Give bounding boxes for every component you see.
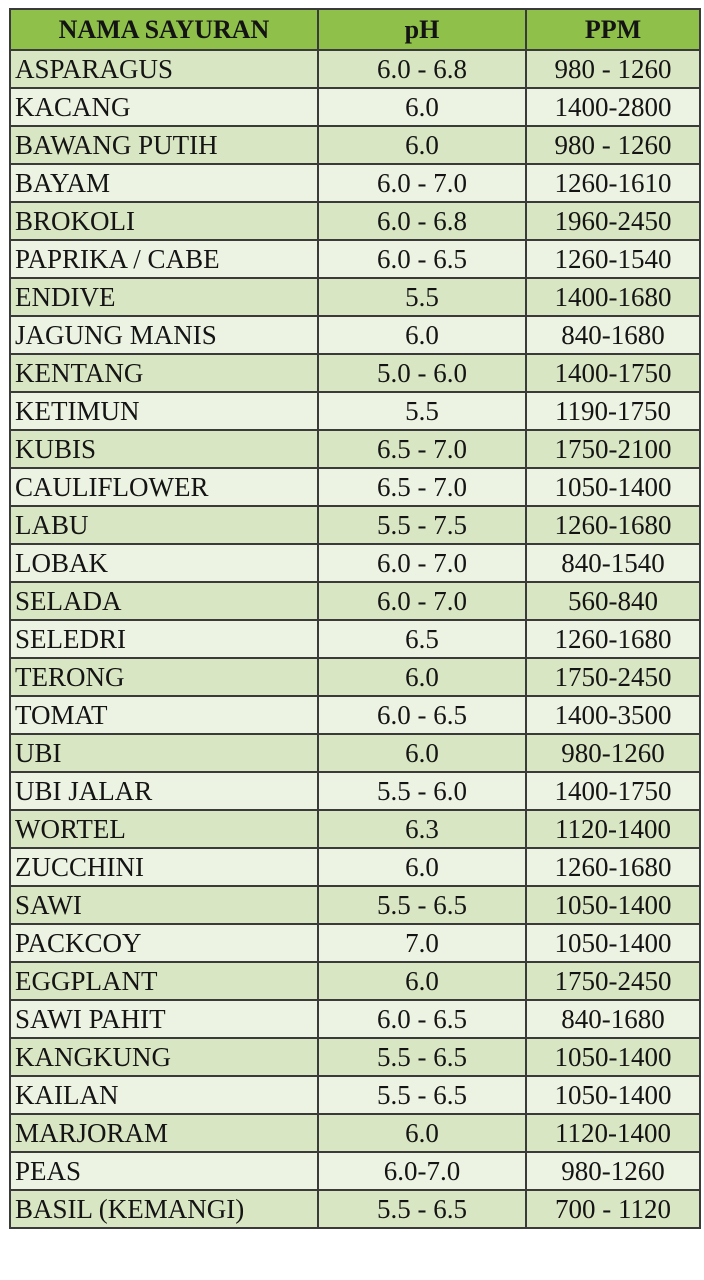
- ph-cell: 5.0 - 6.0: [318, 354, 526, 392]
- table-row: [10, 1152, 700, 1190]
- vegetable-name-cell: KANGKUNG: [10, 1038, 318, 1076]
- table-body: [10, 50, 700, 1228]
- vegetable-name-cell: LOBAK: [10, 544, 318, 582]
- ph-cell: 5.5 - 7.5: [318, 506, 526, 544]
- ppm-cell: 1260-1540: [526, 240, 700, 278]
- table-row: [10, 1114, 700, 1152]
- table-row: [10, 772, 700, 810]
- vegetable-name-cell: UBI JALAR: [10, 772, 318, 810]
- table-row: [10, 50, 700, 88]
- ph-cell: 5.5: [318, 278, 526, 316]
- ph-cell: 5.5 - 6.5: [318, 1038, 526, 1076]
- ppm-cell: 1260-1680: [526, 620, 700, 658]
- table-row: [10, 1000, 700, 1038]
- vegetable-name-cell: ZUCCHINI: [10, 848, 318, 886]
- vegetable-name-cell: EGGPLANT: [10, 962, 318, 1000]
- vegetable-name-cell: MARJORAM: [10, 1114, 318, 1152]
- table-row: [10, 88, 700, 126]
- ppm-cell: 1960-2450: [526, 202, 700, 240]
- table-row: [10, 354, 700, 392]
- table-row: [10, 658, 700, 696]
- table-row: [10, 202, 700, 240]
- ppm-cell: 1400-1750: [526, 354, 700, 392]
- ph-cell: 5.5: [318, 392, 526, 430]
- ppm-cell: 1050-1400: [526, 924, 700, 962]
- vegetable-name-cell: PAPRIKA / CABE: [10, 240, 318, 278]
- ph-cell: 6.0: [318, 734, 526, 772]
- ph-cell: 6.0 - 6.5: [318, 240, 526, 278]
- vegetable-name-cell: KUBIS: [10, 430, 318, 468]
- ph-cell: 6.3: [318, 810, 526, 848]
- ppm-cell: 1050-1400: [526, 468, 700, 506]
- ppm-cell: 1120-1400: [526, 1114, 700, 1152]
- table-row: [10, 164, 700, 202]
- vegetable-name-cell: KACANG: [10, 88, 318, 126]
- ph-cell: 6.0: [318, 962, 526, 1000]
- table-header: [10, 9, 700, 50]
- table-row: [10, 696, 700, 734]
- vegetable-name-cell: TOMAT: [10, 696, 318, 734]
- table-row: [10, 1190, 700, 1228]
- table-row: [10, 506, 700, 544]
- ph-cell: 5.5 - 6.5: [318, 886, 526, 924]
- vegetable-name-cell: BROKOLI: [10, 202, 318, 240]
- ph-cell: 6.5 - 7.0: [318, 430, 526, 468]
- table-row: [10, 392, 700, 430]
- ppm-cell: 1750-2100: [526, 430, 700, 468]
- vegetable-name-cell: SAWI: [10, 886, 318, 924]
- table-row: [10, 734, 700, 772]
- ppm-cell: 1260-1610: [526, 164, 700, 202]
- ph-cell: 6.5 - 7.0: [318, 468, 526, 506]
- ph-cell: 6.0: [318, 316, 526, 354]
- ppm-cell: 1750-2450: [526, 962, 700, 1000]
- vegetable-name-cell: PEAS: [10, 1152, 318, 1190]
- vegetable-name-cell: JAGUNG MANIS: [10, 316, 318, 354]
- ppm-cell: 1400-2800: [526, 88, 700, 126]
- ph-cell: 6.0 - 6.8: [318, 202, 526, 240]
- ph-cell: 6.0 - 6.5: [318, 696, 526, 734]
- vegetable-name-cell: UBI: [10, 734, 318, 772]
- ppm-cell: 980 - 1260: [526, 126, 700, 164]
- ppm-cell: 980-1260: [526, 1152, 700, 1190]
- vegetable-name-cell: BAYAM: [10, 164, 318, 202]
- ppm-cell: 700 - 1120: [526, 1190, 700, 1228]
- ppm-cell: 1190-1750: [526, 392, 700, 430]
- vegetable-name-cell: BAWANG PUTIH: [10, 126, 318, 164]
- vegetable-name-cell: WORTEL: [10, 810, 318, 848]
- table-row: [10, 468, 700, 506]
- table-row: [10, 810, 700, 848]
- table-row: [10, 240, 700, 278]
- ppm-cell: 1050-1400: [526, 1038, 700, 1076]
- table-row: [10, 1076, 700, 1114]
- ppm-cell: 1400-1750: [526, 772, 700, 810]
- ph-cell: 6.0 - 6.5: [318, 1000, 526, 1038]
- ppm-cell: 840-1680: [526, 1000, 700, 1038]
- ph-cell: 6.0: [318, 126, 526, 164]
- ppm-cell: 1050-1400: [526, 1076, 700, 1114]
- vegetable-name-cell: SAWI PAHIT: [10, 1000, 318, 1038]
- table-row: [10, 886, 700, 924]
- vegetable-name-cell: SELADA: [10, 582, 318, 620]
- header-ppm: PPM: [526, 9, 700, 50]
- ppm-cell: 1050-1400: [526, 886, 700, 924]
- table-row: [10, 848, 700, 886]
- ppm-cell: 560-840: [526, 582, 700, 620]
- vegetable-name-cell: TERONG: [10, 658, 318, 696]
- vegetable-name-cell: ASPARAGUS: [10, 50, 318, 88]
- ph-cell: 5.5 - 6.5: [318, 1190, 526, 1228]
- ph-cell: 6.0-7.0: [318, 1152, 526, 1190]
- vegetable-name-cell: PACKCOY: [10, 924, 318, 962]
- ppm-cell: 1400-3500: [526, 696, 700, 734]
- ppm-cell: 1260-1680: [526, 848, 700, 886]
- ph-cell: 6.5: [318, 620, 526, 658]
- table-row: [10, 582, 700, 620]
- vegetable-name-cell: KENTANG: [10, 354, 318, 392]
- table-row: [10, 430, 700, 468]
- ppm-cell: 980-1260: [526, 734, 700, 772]
- ppm-cell: 1120-1400: [526, 810, 700, 848]
- vegetable-name-cell: CAULIFLOWER: [10, 468, 318, 506]
- ppm-cell: 1400-1680: [526, 278, 700, 316]
- table-row: [10, 1038, 700, 1076]
- vegetable-ph-ppm-table: [9, 8, 701, 1229]
- ph-cell: 6.0: [318, 658, 526, 696]
- vegetable-name-cell: ENDIVE: [10, 278, 318, 316]
- vegetable-name-cell: KAILAN: [10, 1076, 318, 1114]
- table-row: [10, 316, 700, 354]
- table-row: [10, 962, 700, 1000]
- ppm-cell: 1750-2450: [526, 658, 700, 696]
- ph-cell: 6.0 - 6.8: [318, 50, 526, 88]
- ph-cell: 6.0 - 7.0: [318, 164, 526, 202]
- ph-cell: 6.0: [318, 88, 526, 126]
- header-nama-sayuran: NAMA SAYURAN: [10, 9, 318, 50]
- vegetable-ph-ppm-sheet: [9, 8, 699, 1276]
- table-row: [10, 544, 700, 582]
- vegetable-name-cell: SELEDRI: [10, 620, 318, 658]
- ppm-cell: 840-1540: [526, 544, 700, 582]
- header-ph: pH: [318, 9, 526, 50]
- ppm-cell: 840-1680: [526, 316, 700, 354]
- ppm-cell: 980 - 1260: [526, 50, 700, 88]
- ppm-cell: 1260-1680: [526, 506, 700, 544]
- ph-cell: 5.5 - 6.5: [318, 1076, 526, 1114]
- table-row: [10, 126, 700, 164]
- ph-cell: 7.0: [318, 924, 526, 962]
- ph-cell: 5.5 - 6.0: [318, 772, 526, 810]
- ph-cell: 6.0 - 7.0: [318, 582, 526, 620]
- vegetable-name-cell: LABU: [10, 506, 318, 544]
- ph-cell: 6.0: [318, 848, 526, 886]
- table-row: [10, 620, 700, 658]
- header-row: [10, 9, 700, 50]
- ph-cell: 6.0 - 7.0: [318, 544, 526, 582]
- vegetable-name-cell: KETIMUN: [10, 392, 318, 430]
- ph-cell: 6.0: [318, 1114, 526, 1152]
- table-row: [10, 278, 700, 316]
- vegetable-name-cell: BASIL (KEMANGI): [10, 1190, 318, 1228]
- table-row: [10, 924, 700, 962]
